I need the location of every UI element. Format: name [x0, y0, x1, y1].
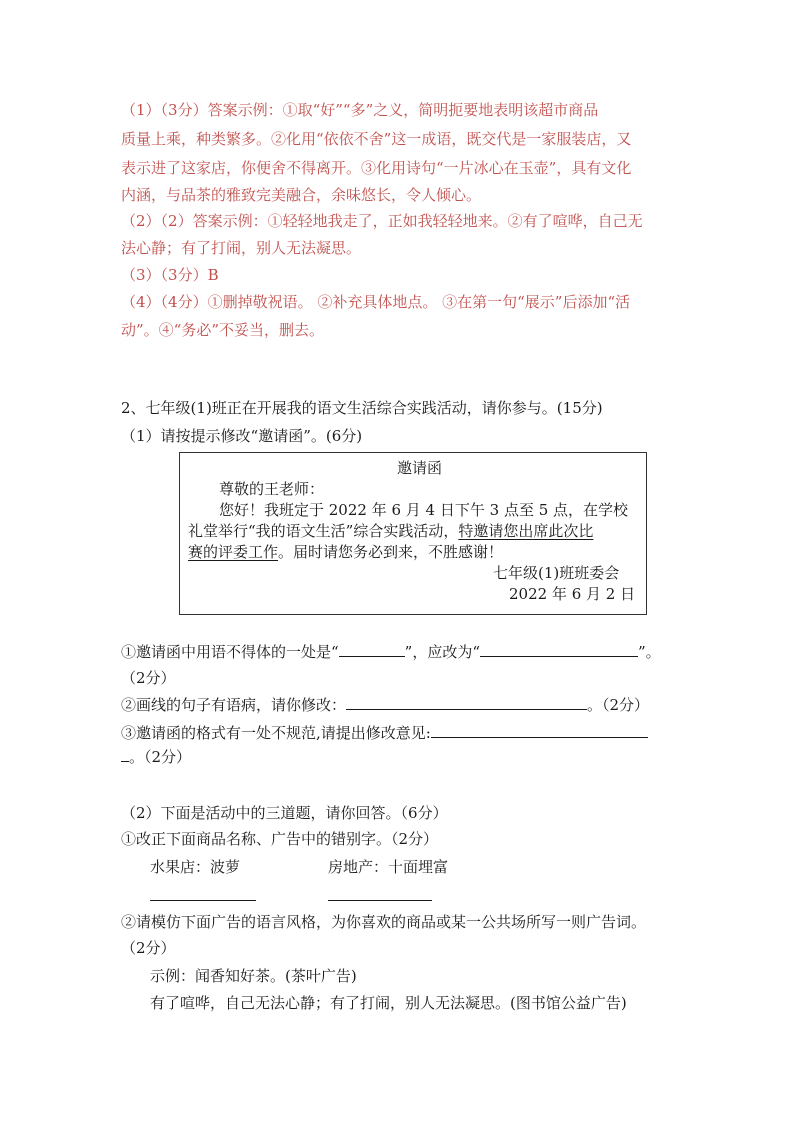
sub-2-item-2: ②请模仿下面广告的语言风格，为你喜欢的商品或某一公共场所写一则广告词。 — [121, 913, 647, 931]
item-3-blank[interactable] — [431, 723, 648, 738]
answer-1-line-3: 表示进了这家店，你便舍不得离开。③化用诗句“一片冰心在玉壶”，具有文化 — [121, 159, 632, 177]
question-2-sub-1: （1）请按提示修改“邀请函”。(6分) — [121, 427, 363, 445]
answer-1-line-1: （1）（3分）答案示例：①取“好”“多”之义，简明扼要地表明该超市商品 — [121, 101, 599, 119]
answer-4-line-1: （4）（4分）①删掉敬祝语。 ②补充具体地点。 ③在第一句“展示”后添加“活 — [121, 293, 631, 311]
letter-body-line-2 — [188, 521, 593, 541]
sub-2-item-2-score: （2分） — [121, 939, 176, 957]
item-3-end: 。（2分） — [129, 748, 192, 766]
letter-salutation: 尊敬的王老师： — [219, 480, 325, 498]
letter-body-line-3-plain: 。届时请您务必到来，不胜感谢！ — [278, 543, 504, 561]
answer-1-line-4: 内涵，与品茶的雅致完美融合，余味悠长，令人倾心。 — [121, 186, 482, 204]
item-2-prompt: ②画线的句子有语病，请你修改： — [121, 696, 347, 714]
item-1-score: （2分） — [121, 669, 176, 687]
item-3-prompt: ③邀请函的格式有一处不规范,请提出修改意见: — [121, 724, 431, 742]
item-3-line-2 — [121, 747, 191, 767]
real-estate-label: 房地产：十面埋富 — [328, 858, 449, 876]
item-1-prompt: ①邀请函中用语不得体的一处是“ — [121, 643, 339, 661]
item-2-blank[interactable] — [346, 695, 587, 710]
item-1-blank-original[interactable] — [339, 642, 405, 657]
ad-example-2: 有了喧哗，自己无法心静；有了打闹，别人无法凝思。(图书馆公益广告) — [150, 994, 627, 1012]
letter-underlined-sentence-part-1: 特邀请您出席此次比 — [458, 522, 594, 540]
estate-correction-blank[interactable] — [328, 900, 432, 901]
item-3-blank-continued[interactable] — [121, 747, 129, 762]
letter-date: 2022 年 6 月 2 日 — [509, 585, 636, 603]
answer-3: （3）（3分）B — [121, 266, 219, 284]
letter-body-line-1: 您好！我班定于 2022 年 6 月 4 日下午 3 点至 5 点，在学校 — [219, 501, 629, 519]
item-2-end: 。（2分） — [587, 696, 650, 714]
question-2-sub-2: （2）下面是活动中的三道题，请你回答。（6分） — [121, 804, 448, 822]
fruit-correction-blank[interactable] — [150, 900, 256, 901]
item-1-end: ”。 — [638, 643, 661, 661]
fruit-shop-label: 水果店：波萝 — [150, 858, 241, 876]
answer-2-line-2: 法心静；有了打闹，别人无法凝思。 — [121, 239, 362, 257]
letter-underlined-sentence-part-2: 赛的评委工作 — [188, 543, 279, 561]
letter-sender: 七年级(1)班班委会 — [493, 564, 620, 582]
letter-body-line-2-plain: 礼堂举行“我的语文生活”综合实践活动， — [188, 522, 459, 540]
answer-4-line-2: 动”。④“务必”不妥当，删去。 — [121, 321, 325, 339]
item-3-text — [121, 723, 648, 743]
question-2-title: 2、七年级(1)班正在开展我的语文生活综合实践活动，请你参与。(15分) — [121, 399, 603, 417]
sub-2-item-1: ①改正下面商品名称、广告中的错别字。（2分） — [121, 830, 439, 848]
item-1-text — [121, 642, 661, 662]
answer-2-line-1: （2）（2）答案示例：①轻轻地我走了，正如我轻轻地来。②有了喧哗，自己无 — [121, 212, 643, 230]
letter-body-line-3 — [188, 542, 503, 562]
letter-heading: 邀请函 — [397, 459, 443, 477]
answer-1-line-2: 质量上乘，种类繁多。②化用“依依不舍”这一成语，既交代是一家服装店，又 — [121, 130, 632, 148]
item-1-mid: ”，应改为“ — [404, 643, 481, 661]
item-2-text — [121, 695, 649, 715]
ad-example-1: 示例：闻香知好茶。(茶叶广告) — [150, 967, 357, 985]
item-1-blank-revised[interactable] — [480, 642, 638, 657]
